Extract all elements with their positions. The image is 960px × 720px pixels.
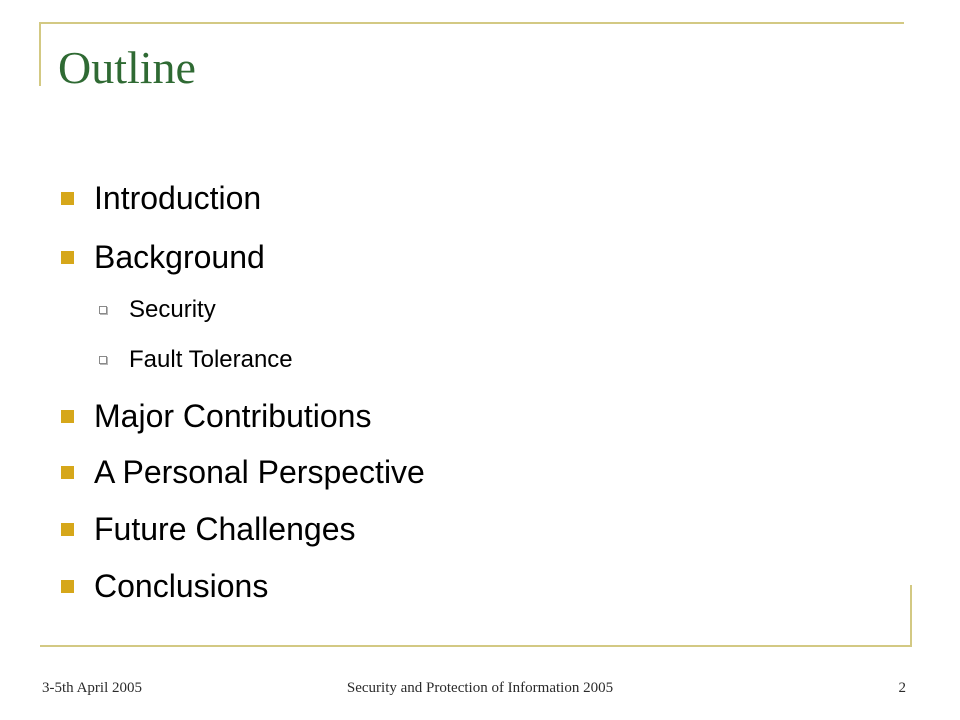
- frame-bottom-rule: [40, 645, 912, 647]
- outline-item-label: Conclusions: [94, 568, 269, 604]
- filled-square-bullet-icon: [61, 410, 74, 423]
- footer-date: 3-5th April 2005: [42, 680, 142, 696]
- outline-item-personal-perspective: [0, 452, 900, 492]
- outline-subitem-label: Security: [129, 296, 216, 323]
- outline-item-label: Major Contributions: [94, 398, 372, 434]
- footer-event-name: Security and Protection of Information 2005: [346, 680, 614, 696]
- outline-subitem-label: Fault Tolerance: [129, 346, 293, 373]
- outline-item-introduction: [0, 178, 900, 218]
- outline-item-label: A Personal Perspective: [94, 454, 425, 490]
- outline-subitem-security: [0, 290, 900, 330]
- outline-item-conclusions: [0, 566, 900, 606]
- outline-item-label: Future Challenges: [94, 511, 356, 547]
- filled-square-bullet-icon: [61, 523, 74, 536]
- hollow-square-bullet-icon: [99, 306, 107, 314]
- outline-item-label: Introduction: [94, 180, 262, 216]
- outline-item-label: Background: [94, 239, 265, 275]
- filled-square-bullet-icon: [61, 580, 74, 593]
- hollow-square-bullet-icon: [99, 356, 107, 364]
- outline-item-background: [0, 237, 900, 277]
- outline-subitem-fault-tolerance: [0, 340, 900, 380]
- outline-item-major-contributions: [0, 396, 900, 436]
- filled-square-bullet-icon: [61, 192, 74, 205]
- filled-square-bullet-icon: [61, 251, 74, 264]
- slide-title: Outline: [58, 42, 196, 93]
- outline-item-future-challenges: [0, 509, 900, 549]
- footer-page-number: 2: [898, 680, 906, 696]
- filled-square-bullet-icon: [61, 466, 74, 479]
